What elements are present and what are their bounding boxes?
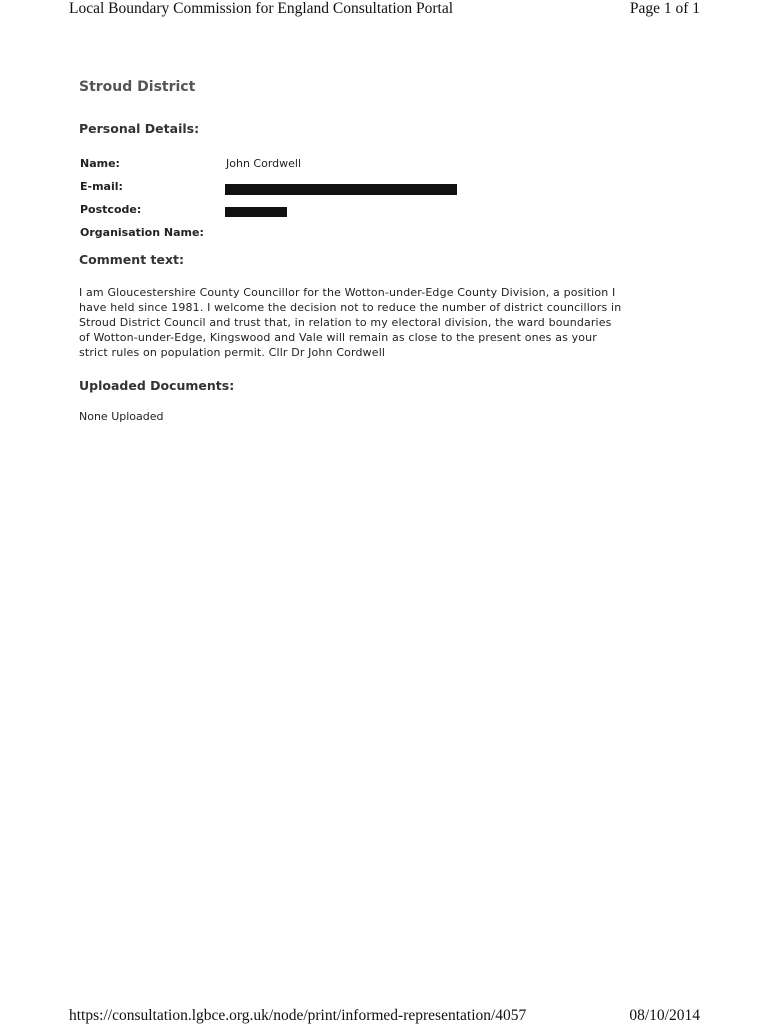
print-footer-url: https://consultation.lgbce.org.uk/node/print/informed-representation/4057 bbox=[69, 1007, 527, 1024]
name-label: Name: bbox=[80, 157, 120, 170]
district-title: Stroud District bbox=[79, 79, 196, 95]
email-redaction bbox=[225, 184, 457, 195]
comment-line: I am Gloucestershire County Councillor for the Wotton-under-Edge County Division, a position I bbox=[79, 286, 616, 299]
comment-text bbox=[79, 285, 694, 360]
name-value: John Cordwell bbox=[226, 157, 302, 170]
print-header-title: Local Boundary Commission for England Consultation Portal bbox=[69, 0, 454, 17]
comment-line: have held since 1981. I welcome the decision not to reduce the number of district councillors in bbox=[79, 301, 622, 314]
postcode-redaction bbox=[225, 207, 287, 217]
comment-line: strict rules on population permit. Cllr Dr John Cordwell bbox=[79, 346, 386, 359]
comment-line: Stroud District Council and trust that, in relation to my electoral division, the ward boundaries bbox=[79, 316, 612, 329]
comment-heading: Comment text: bbox=[79, 252, 185, 267]
personal-details-heading: Personal Details: bbox=[79, 121, 200, 136]
postcode-label: Postcode: bbox=[80, 203, 142, 216]
print-header-page-number: Page 1 of 1 bbox=[629, 0, 700, 17]
uploaded-documents-heading: Uploaded Documents: bbox=[79, 378, 235, 393]
organisation-label: Organisation Name: bbox=[80, 226, 204, 239]
uploaded-documents-status: None Uploaded bbox=[79, 410, 164, 423]
comment-line: of Wotton-under-Edge, Kingswood and Vale will remain as close to the present ones as your bbox=[79, 331, 597, 344]
print-footer-date: 08/10/2014 bbox=[629, 1007, 700, 1024]
email-label: E-mail: bbox=[80, 180, 123, 193]
